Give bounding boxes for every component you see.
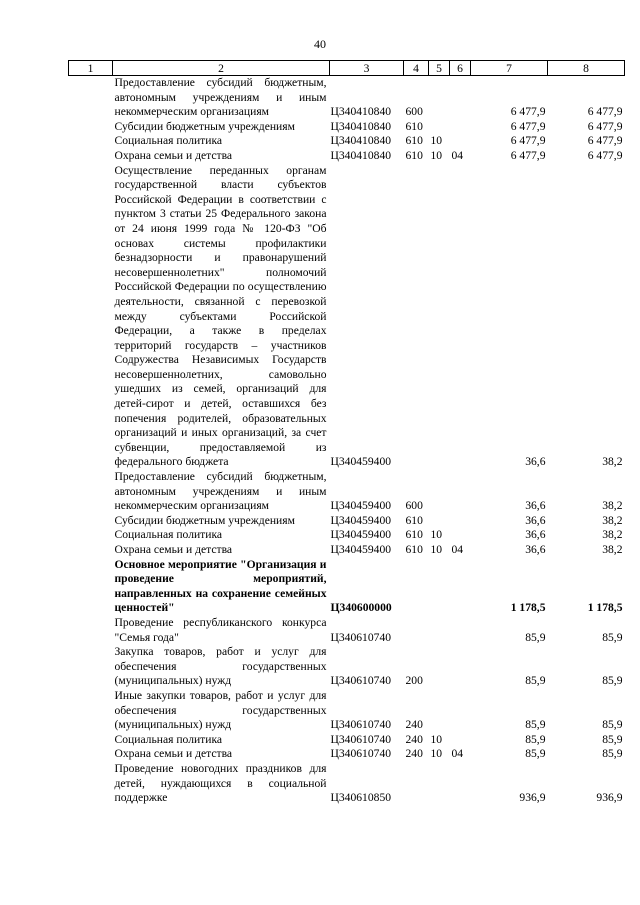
- expense-type-code: 610: [405, 513, 423, 527]
- amount-year-1: 85,9: [525, 747, 546, 761]
- amount-year-2: 85,9: [602, 674, 623, 688]
- spacer-cell: [69, 689, 113, 733]
- target-article-code: Ц340610740: [330, 718, 392, 732]
- section-code: [429, 558, 450, 616]
- table-row: [69, 528, 625, 543]
- target-article-code: Ц340459400: [330, 528, 392, 542]
- section-code: [429, 689, 450, 733]
- table-row: [69, 76, 625, 120]
- expense-type-code: [404, 558, 429, 616]
- amount-year-1: 36,6: [525, 499, 546, 513]
- row-name: Проведение республиканского конкурса "Семья года": [114, 615, 327, 644]
- amount-year-2: 936,9: [596, 791, 623, 805]
- table-row: [69, 616, 625, 645]
- column-number: 6: [450, 61, 471, 76]
- expense-type-code: 240: [405, 718, 423, 732]
- subsection-code: [450, 528, 471, 543]
- subsection-code: [450, 689, 471, 733]
- row-name: Закупка товаров, работ и услуг для обеспечения государственных (муниципальных) нужд: [114, 645, 327, 688]
- subsection-code: [450, 616, 471, 645]
- expense-type-code: 610: [405, 119, 423, 133]
- amount-year-2: 38,2: [602, 528, 623, 542]
- row-name: Субсидии бюджетным учреждениям: [114, 513, 295, 527]
- table-row: [69, 645, 625, 689]
- row-name: Охрана семьи и детства: [114, 148, 233, 162]
- section-code: 10: [430, 148, 443, 162]
- spacer-cell: [69, 645, 113, 689]
- amount-year-2: 1 178,5: [587, 601, 623, 615]
- expense-type-code: 600: [405, 499, 423, 513]
- target-article-code: Ц340610740: [330, 732, 392, 746]
- amount-year-1: 6 477,9: [510, 148, 546, 162]
- spacer-cell: [69, 528, 113, 543]
- section-code: [429, 514, 450, 529]
- spacer-cell: [69, 470, 113, 514]
- row-name: Основное мероприятие "Организация и проведение мероприятий, направленных на сохранение семейных ценностей": [114, 557, 327, 615]
- subsection-code: [450, 558, 471, 616]
- table-row: [69, 733, 625, 748]
- expense-type-code: [404, 762, 429, 806]
- subsection-code: [450, 470, 471, 514]
- row-name: Охрана семьи и детства: [114, 543, 233, 556]
- section-code: [429, 616, 450, 645]
- subsection-code: 04: [451, 747, 464, 761]
- spacer-cell: [69, 558, 113, 616]
- target-article-code: Ц340459400: [330, 513, 392, 527]
- expense-type-code: 610: [405, 134, 423, 148]
- spacer-cell: [69, 543, 113, 558]
- target-article-code: Ц340459400: [330, 455, 392, 469]
- row-name: Осуществление переданных органам государственной власти субъектов Российской Федерации в соответствии с пунктом 3 статьи 25 Федерального закона от 24 июня 1999 года № 120-ФЗ "Об основах системы профилактики безнадзорности и правонарушений несовершеннолетних" полномочий Российской Федерации по осуществлению деятельности, связанной с перевозкой между субъектами Российской Федерации, а также в пределах территорий государств – участников Содружества Независимых Государств несовершеннолетних, самовольно ушедших из семей, организаций для детей-сирот и детей, оставшихся без попечения родителей, образовательных организаций и иных организаций, за счет субвенции, предоставляемой из федерального бюджета: [114, 163, 327, 469]
- column-number: 7: [471, 61, 548, 76]
- amount-year-1: 1 178,5: [510, 601, 546, 615]
- amount-year-2: 85,9: [602, 718, 623, 732]
- spacer-cell: [69, 149, 113, 164]
- amount-year-2: 38,2: [602, 455, 623, 469]
- spacer-cell: [69, 76, 113, 120]
- column-number: 1: [69, 61, 113, 76]
- row-name: Социальная политика: [114, 134, 223, 148]
- amount-year-1: 6 477,9: [510, 105, 546, 119]
- target-article-code: Ц340410840: [330, 134, 392, 148]
- column-number-row: [69, 61, 625, 76]
- amount-year-1: 85,9: [525, 718, 546, 732]
- amount-year-2: 6 477,9: [587, 134, 623, 148]
- spacer-cell: [69, 733, 113, 748]
- expense-type-code: [404, 164, 429, 470]
- spacer-cell: [69, 120, 113, 135]
- amount-year-1: 6 477,9: [510, 134, 546, 148]
- expense-type-code: [404, 616, 429, 645]
- table-row: [69, 514, 625, 529]
- subsection-code: [450, 762, 471, 806]
- column-number: 4: [404, 61, 429, 76]
- subsection-code: [450, 514, 471, 529]
- column-number: 3: [330, 61, 404, 76]
- row-name: Охрана семьи и детства: [114, 747, 233, 761]
- amount-year-2: 38,2: [602, 513, 623, 527]
- row-name: Проведение новогодних праздников для детей, нуждающихся в социальной поддержке: [114, 761, 327, 805]
- amount-year-2: 6 477,9: [587, 148, 623, 162]
- target-article-code: Ц340610850: [330, 791, 392, 805]
- expense-type-code: 600: [405, 105, 423, 119]
- row-name: Предоставление субсидий бюджетным, автономным учреждениям и иным некоммерческим организациям: [114, 470, 327, 513]
- budget-table: [68, 60, 625, 806]
- target-article-code: Ц340600000: [330, 601, 392, 615]
- spacer-cell: [69, 134, 113, 149]
- subsection-code: 04: [451, 148, 464, 162]
- section-code: 10: [430, 528, 443, 542]
- amount-year-1: 36,6: [525, 543, 546, 556]
- amount-year-1: 36,6: [525, 455, 546, 469]
- amount-year-1: 36,6: [525, 528, 546, 542]
- column-number: 8: [548, 61, 625, 76]
- row-name: Социальная политика: [114, 528, 223, 542]
- target-article-code: Ц340459400: [330, 543, 392, 556]
- amount-year-2: 38,2: [602, 499, 623, 513]
- amount-year-1: 6 477,9: [510, 119, 546, 133]
- table-row: [69, 747, 625, 762]
- amount-year-2: 6 477,9: [587, 119, 623, 133]
- table-row: [69, 762, 625, 806]
- row-name: Предоставление субсидий бюджетным, автономным учреждениям и иным некоммерческим организациям: [114, 76, 327, 119]
- table-row: [69, 134, 625, 149]
- expense-type-code: 610: [405, 528, 423, 542]
- section-code: 10: [430, 747, 443, 761]
- subsection-code: [450, 733, 471, 748]
- target-article-code: Ц340410840: [330, 119, 392, 133]
- section-code: [429, 762, 450, 806]
- target-article-code: Ц340610740: [330, 630, 392, 644]
- amount-year-1: 85,9: [525, 732, 546, 746]
- target-article-code: Ц340410840: [330, 105, 392, 119]
- row-name: Субсидии бюджетным учреждениям: [114, 119, 295, 133]
- table-row: [69, 689, 625, 733]
- target-article-code: Ц340610740: [330, 674, 392, 688]
- spacer-cell: [69, 762, 113, 806]
- table-row: [69, 558, 625, 616]
- row-name: Иные закупки товаров, работ и услуг для обеспечения государственных (муниципальных) нужд: [114, 688, 327, 732]
- subsection-code: 04: [451, 543, 464, 556]
- page-number: 40: [314, 37, 326, 51]
- amount-year-2: 6 477,9: [587, 105, 623, 119]
- amount-year-1: 936,9: [519, 791, 546, 805]
- section-code: 10: [430, 543, 443, 556]
- subsection-code: [450, 645, 471, 689]
- section-code: [429, 470, 450, 514]
- spacer-cell: [69, 514, 113, 529]
- table-row: [69, 470, 625, 514]
- column-number: 5: [429, 61, 450, 76]
- subsection-code: [450, 120, 471, 135]
- expense-type-code: 200: [405, 674, 423, 688]
- target-article-code: Ц340410840: [330, 148, 392, 162]
- section-code: 10: [430, 134, 443, 148]
- section-code: 10: [430, 732, 443, 746]
- table-row: [69, 149, 625, 164]
- target-article-code: Ц340610740: [330, 747, 392, 761]
- amount-year-1: 85,9: [525, 630, 546, 644]
- section-code: [429, 645, 450, 689]
- spacer-cell: [69, 164, 113, 470]
- expense-type-code: 240: [405, 747, 423, 761]
- table-body: [69, 76, 625, 806]
- section-code: [429, 120, 450, 135]
- section-code: [429, 164, 450, 470]
- amount-year-1: 85,9: [525, 674, 546, 688]
- section-code: [429, 76, 450, 120]
- amount-year-2: 85,9: [602, 747, 623, 761]
- table-row: [69, 164, 625, 470]
- expense-type-code: 240: [405, 732, 423, 746]
- row-name: Социальная политика: [114, 732, 223, 746]
- subsection-code: [450, 134, 471, 149]
- amount-year-2: 85,9: [602, 732, 623, 746]
- subsection-code: [450, 76, 471, 120]
- table-row: [69, 120, 625, 135]
- subsection-code: [450, 164, 471, 470]
- target-article-code: Ц340459400: [330, 499, 392, 513]
- column-number: 2: [113, 61, 330, 76]
- amount-year-2: 85,9: [602, 630, 623, 644]
- expense-type-code: 610: [405, 148, 423, 162]
- expense-type-code: 610: [405, 543, 423, 556]
- amount-year-1: 36,6: [525, 513, 546, 527]
- amount-year-2: 38,2: [602, 543, 623, 556]
- spacer-cell: [69, 616, 113, 645]
- spacer-cell: [69, 747, 113, 762]
- table-row: [69, 543, 625, 558]
